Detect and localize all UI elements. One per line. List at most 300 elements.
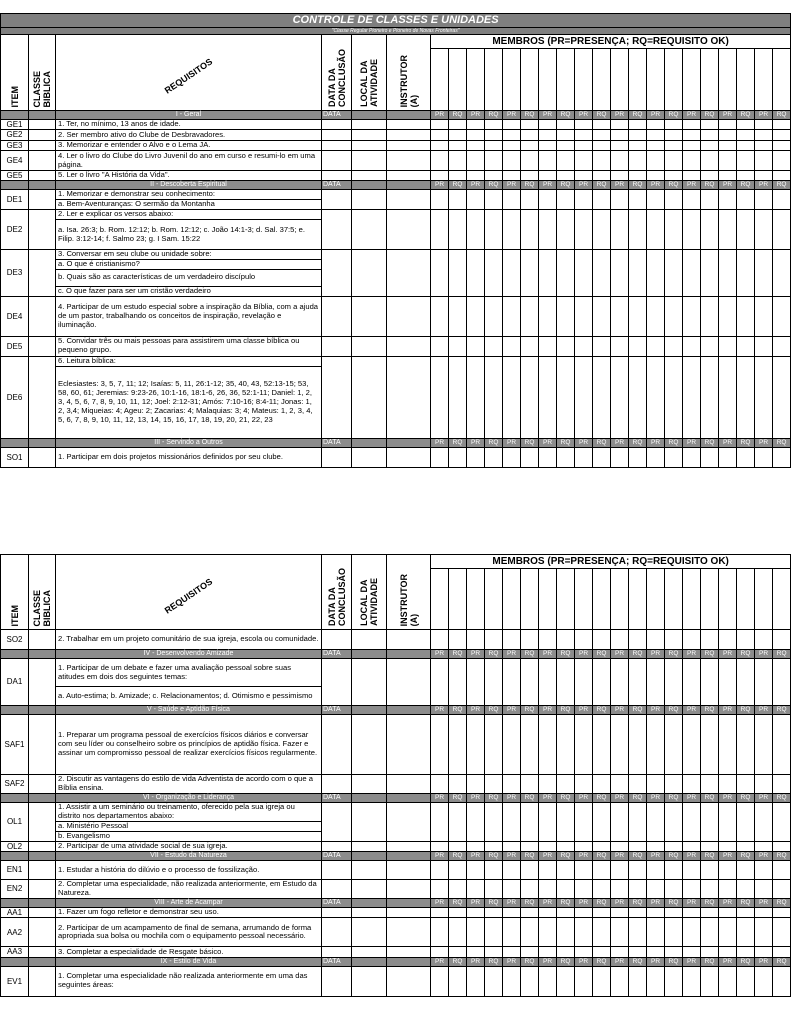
member-check-cell[interactable] [719,120,737,130]
member-check-cell[interactable] [593,210,611,250]
member-check-cell[interactable] [773,130,791,140]
member-check-cell[interactable] [449,947,467,957]
member-check-cell[interactable] [701,447,719,467]
member-check-cell[interactable] [647,210,665,250]
local-atividade-cell[interactable] [352,151,387,171]
member-check-cell[interactable] [575,210,593,250]
member-check-cell[interactable] [737,803,755,842]
member-check-cell[interactable] [449,250,467,297]
data-conclusao-cell[interactable] [322,356,352,438]
member-check-cell[interactable] [701,908,719,918]
member-check-cell[interactable] [737,140,755,150]
member-check-cell[interactable] [593,447,611,467]
classe-biblica-cell[interactable] [29,908,56,918]
member-check-cell[interactable] [431,250,449,297]
member-check-cell[interactable] [557,908,575,918]
member-check-cell[interactable] [701,120,719,130]
member-check-cell[interactable] [521,715,539,775]
member-check-cell[interactable] [431,908,449,918]
member-check-cell[interactable] [629,659,647,706]
member-check-cell[interactable] [755,841,773,851]
member-check-cell[interactable] [647,130,665,140]
member-check-cell[interactable] [683,356,701,438]
member-check-cell[interactable] [485,120,503,130]
member-check-cell[interactable] [503,908,521,918]
member-check-cell[interactable] [503,210,521,250]
member-check-cell[interactable] [557,841,575,851]
member-check-cell[interactable] [485,210,503,250]
member-check-cell[interactable] [557,130,575,140]
member-check-cell[interactable] [539,250,557,297]
member-check-cell[interactable] [737,880,755,899]
member-check-cell[interactable] [467,841,485,851]
member-check-cell[interactable] [665,120,683,130]
member-check-cell[interactable] [521,120,539,130]
data-conclusao-cell[interactable] [322,715,352,775]
member-check-cell[interactable] [593,171,611,181]
member-check-cell[interactable] [737,630,755,650]
member-check-cell[interactable] [593,861,611,880]
member-check-cell[interactable] [665,966,683,996]
member-check-cell[interactable] [611,120,629,130]
member-check-cell[interactable] [557,210,575,250]
member-check-cell[interactable] [557,356,575,438]
member-check-cell[interactable] [611,130,629,140]
member-check-cell[interactable] [629,841,647,851]
member-check-cell[interactable] [557,966,575,996]
classe-biblica-cell[interactable] [29,775,56,794]
member-check-cell[interactable] [755,120,773,130]
classe-biblica-cell[interactable] [29,140,56,150]
member-check-cell[interactable] [449,659,467,706]
member-check-cell[interactable] [737,356,755,438]
member-check-cell[interactable] [755,966,773,996]
member-check-cell[interactable] [485,171,503,181]
member-check-cell[interactable] [575,908,593,918]
member-check-cell[interactable] [539,140,557,150]
member-check-cell[interactable] [665,130,683,140]
classe-biblica-cell[interactable] [29,841,56,851]
member-check-cell[interactable] [719,803,737,842]
member-check-cell[interactable] [665,210,683,250]
member-check-cell[interactable] [449,120,467,130]
member-check-cell[interactable] [737,947,755,957]
member-check-cell[interactable] [755,630,773,650]
member-check-cell[interactable] [593,151,611,171]
member-check-cell[interactable] [773,841,791,851]
member-check-cell[interactable] [521,140,539,150]
classe-biblica-cell[interactable] [29,659,56,706]
member-check-cell[interactable] [755,659,773,706]
local-atividade-cell[interactable] [352,715,387,775]
member-check-cell[interactable] [719,841,737,851]
member-check-cell[interactable] [467,250,485,297]
member-check-cell[interactable] [539,715,557,775]
classe-biblica-cell[interactable] [29,947,56,957]
member-check-cell[interactable] [683,120,701,130]
data-conclusao-cell[interactable] [322,803,352,842]
instrutor-cell[interactable] [387,130,431,140]
member-check-cell[interactable] [701,210,719,250]
member-check-cell[interactable] [773,296,791,336]
instrutor-cell[interactable] [387,659,431,706]
member-check-cell[interactable] [665,861,683,880]
instrutor-cell[interactable] [387,447,431,467]
member-check-cell[interactable] [557,775,575,794]
member-check-cell[interactable] [737,918,755,947]
member-check-cell[interactable] [467,947,485,957]
member-check-cell[interactable] [521,918,539,947]
member-check-cell[interactable] [593,966,611,996]
member-check-cell[interactable] [773,171,791,181]
instrutor-cell[interactable] [387,966,431,996]
member-check-cell[interactable] [647,775,665,794]
member-check-cell[interactable] [503,140,521,150]
instrutor-cell[interactable] [387,356,431,438]
member-check-cell[interactable] [683,659,701,706]
member-check-cell[interactable] [719,775,737,794]
member-check-cell[interactable] [629,296,647,336]
member-check-cell[interactable] [575,296,593,336]
member-check-cell[interactable] [449,336,467,356]
member-check-cell[interactable] [449,908,467,918]
member-check-cell[interactable] [539,171,557,181]
member-check-cell[interactable] [575,250,593,297]
member-check-cell[interactable] [683,966,701,996]
member-check-cell[interactable] [665,447,683,467]
member-check-cell[interactable] [575,841,593,851]
classe-biblica-cell[interactable] [29,356,56,438]
member-check-cell[interactable] [485,841,503,851]
data-conclusao-cell[interactable] [322,190,352,210]
member-check-cell[interactable] [467,966,485,996]
member-check-cell[interactable] [503,171,521,181]
member-check-cell[interactable] [575,803,593,842]
member-check-cell[interactable] [611,918,629,947]
member-check-cell[interactable] [593,880,611,899]
member-check-cell[interactable] [431,841,449,851]
member-check-cell[interactable] [521,336,539,356]
member-check-cell[interactable] [665,151,683,171]
member-check-cell[interactable] [665,659,683,706]
local-atividade-cell[interactable] [352,210,387,250]
member-check-cell[interactable] [575,880,593,899]
member-check-cell[interactable] [503,190,521,210]
member-check-cell[interactable] [449,630,467,650]
member-check-cell[interactable] [485,140,503,150]
member-check-cell[interactable] [575,171,593,181]
member-check-cell[interactable] [485,908,503,918]
member-check-cell[interactable] [521,210,539,250]
member-check-cell[interactable] [467,356,485,438]
member-check-cell[interactable] [737,447,755,467]
member-check-cell[interactable] [665,336,683,356]
local-atividade-cell[interactable] [352,775,387,794]
member-check-cell[interactable] [503,775,521,794]
member-check-cell[interactable] [557,447,575,467]
member-check-cell[interactable] [737,296,755,336]
member-check-cell[interactable] [431,803,449,842]
member-check-cell[interactable] [665,715,683,775]
member-check-cell[interactable] [449,861,467,880]
member-check-cell[interactable] [449,803,467,842]
member-check-cell[interactable] [521,447,539,467]
instrutor-cell[interactable] [387,140,431,150]
local-atividade-cell[interactable] [352,140,387,150]
member-check-cell[interactable] [503,918,521,947]
member-check-cell[interactable] [737,210,755,250]
member-check-cell[interactable] [647,336,665,356]
member-check-cell[interactable] [701,775,719,794]
member-check-cell[interactable] [773,190,791,210]
member-check-cell[interactable] [647,908,665,918]
member-check-cell[interactable] [431,140,449,150]
member-check-cell[interactable] [557,250,575,297]
member-check-cell[interactable] [431,447,449,467]
data-conclusao-cell[interactable] [322,908,352,918]
member-check-cell[interactable] [485,966,503,996]
member-check-cell[interactable] [521,947,539,957]
member-check-cell[interactable] [629,447,647,467]
classe-biblica-cell[interactable] [29,296,56,336]
member-check-cell[interactable] [467,715,485,775]
member-check-cell[interactable] [503,447,521,467]
member-check-cell[interactable] [539,630,557,650]
member-check-cell[interactable] [737,775,755,794]
member-check-cell[interactable] [593,659,611,706]
member-check-cell[interactable] [683,918,701,947]
member-check-cell[interactable] [485,130,503,140]
member-check-cell[interactable] [449,715,467,775]
classe-biblica-cell[interactable] [29,171,56,181]
member-check-cell[interactable] [575,947,593,957]
member-check-cell[interactable] [575,715,593,775]
member-check-cell[interactable] [629,966,647,996]
member-check-cell[interactable] [611,841,629,851]
member-check-cell[interactable] [629,803,647,842]
member-check-cell[interactable] [683,296,701,336]
member-check-cell[interactable] [611,210,629,250]
member-check-cell[interactable] [701,803,719,842]
data-conclusao-cell[interactable] [322,171,352,181]
member-check-cell[interactable] [773,659,791,706]
member-check-cell[interactable] [467,908,485,918]
member-check-cell[interactable] [647,171,665,181]
member-check-cell[interactable] [539,210,557,250]
member-check-cell[interactable] [503,296,521,336]
data-conclusao-cell[interactable] [322,841,352,851]
member-check-cell[interactable] [647,841,665,851]
member-check-cell[interactable] [611,140,629,150]
member-check-cell[interactable] [593,190,611,210]
member-check-cell[interactable] [575,630,593,650]
member-check-cell[interactable] [701,947,719,957]
instrutor-cell[interactable] [387,630,431,650]
member-check-cell[interactable] [665,140,683,150]
member-check-cell[interactable] [503,861,521,880]
local-atividade-cell[interactable] [352,880,387,899]
member-check-cell[interactable] [701,861,719,880]
member-check-cell[interactable] [701,250,719,297]
local-atividade-cell[interactable] [352,447,387,467]
member-check-cell[interactable] [503,250,521,297]
member-check-cell[interactable] [521,630,539,650]
member-check-cell[interactable] [719,908,737,918]
member-check-cell[interactable] [431,861,449,880]
member-check-cell[interactable] [431,947,449,957]
member-check-cell[interactable] [683,130,701,140]
member-check-cell[interactable] [485,336,503,356]
member-check-cell[interactable] [719,151,737,171]
member-check-cell[interactable] [557,715,575,775]
member-check-cell[interactable] [503,120,521,130]
member-check-cell[interactable] [755,336,773,356]
member-check-cell[interactable] [773,715,791,775]
local-atividade-cell[interactable] [352,803,387,842]
member-check-cell[interactable] [503,659,521,706]
member-check-cell[interactable] [521,861,539,880]
member-check-cell[interactable] [431,775,449,794]
member-check-cell[interactable] [431,715,449,775]
member-check-cell[interactable] [665,908,683,918]
member-check-cell[interactable] [683,140,701,150]
member-check-cell[interactable] [773,803,791,842]
member-check-cell[interactable] [773,250,791,297]
member-check-cell[interactable] [683,841,701,851]
instrutor-cell[interactable] [387,947,431,957]
member-check-cell[interactable] [629,918,647,947]
member-check-cell[interactable] [611,908,629,918]
member-check-cell[interactable] [647,250,665,297]
member-check-cell[interactable] [719,659,737,706]
data-conclusao-cell[interactable] [322,918,352,947]
member-check-cell[interactable] [449,210,467,250]
member-check-cell[interactable] [773,966,791,996]
member-check-cell[interactable] [773,861,791,880]
instrutor-cell[interactable] [387,803,431,842]
member-check-cell[interactable] [611,151,629,171]
member-check-cell[interactable] [467,447,485,467]
member-check-cell[interactable] [719,861,737,880]
member-check-cell[interactable] [611,171,629,181]
member-check-cell[interactable] [683,171,701,181]
member-check-cell[interactable] [737,861,755,880]
member-check-cell[interactable] [611,775,629,794]
member-check-cell[interactable] [575,447,593,467]
member-check-cell[interactable] [539,918,557,947]
local-atividade-cell[interactable] [352,841,387,851]
member-check-cell[interactable] [647,630,665,650]
member-check-cell[interactable] [431,151,449,171]
member-check-cell[interactable] [701,715,719,775]
member-check-cell[interactable] [665,356,683,438]
member-check-cell[interactable] [431,190,449,210]
member-check-cell[interactable] [701,356,719,438]
member-check-cell[interactable] [737,250,755,297]
member-check-cell[interactable] [557,880,575,899]
member-check-cell[interactable] [683,190,701,210]
member-check-cell[interactable] [737,841,755,851]
member-check-cell[interactable] [521,250,539,297]
member-check-cell[interactable] [719,296,737,336]
member-check-cell[interactable] [503,130,521,140]
member-check-cell[interactable] [503,356,521,438]
member-check-cell[interactable] [683,210,701,250]
member-check-cell[interactable] [539,880,557,899]
member-check-cell[interactable] [701,171,719,181]
member-check-cell[interactable] [629,190,647,210]
classe-biblica-cell[interactable] [29,190,56,210]
member-check-cell[interactable] [611,715,629,775]
member-check-cell[interactable] [755,447,773,467]
member-check-cell[interactable] [647,715,665,775]
member-check-cell[interactable] [611,447,629,467]
member-check-cell[interactable] [773,336,791,356]
member-check-cell[interactable] [557,630,575,650]
member-check-cell[interactable] [449,151,467,171]
member-check-cell[interactable] [755,140,773,150]
local-atividade-cell[interactable] [352,336,387,356]
member-check-cell[interactable] [467,296,485,336]
member-check-cell[interactable] [629,151,647,171]
member-check-cell[interactable] [521,803,539,842]
member-check-cell[interactable] [485,715,503,775]
member-check-cell[interactable] [485,630,503,650]
member-check-cell[interactable] [503,841,521,851]
member-check-cell[interactable] [755,775,773,794]
member-check-cell[interactable] [629,140,647,150]
member-check-cell[interactable] [737,715,755,775]
member-check-cell[interactable] [593,775,611,794]
member-check-cell[interactable] [755,130,773,140]
member-check-cell[interactable] [629,210,647,250]
classe-biblica-cell[interactable] [29,715,56,775]
member-check-cell[interactable] [611,190,629,210]
member-check-cell[interactable] [449,140,467,150]
member-check-cell[interactable] [611,861,629,880]
member-check-cell[interactable] [719,336,737,356]
member-check-cell[interactable] [557,659,575,706]
member-check-cell[interactable] [755,151,773,171]
member-check-cell[interactable] [737,120,755,130]
member-check-cell[interactable] [647,880,665,899]
member-check-cell[interactable] [755,947,773,957]
instrutor-cell[interactable] [387,715,431,775]
member-check-cell[interactable] [755,210,773,250]
instrutor-cell[interactable] [387,171,431,181]
member-check-cell[interactable] [449,880,467,899]
member-check-cell[interactable] [683,151,701,171]
member-check-cell[interactable] [449,966,467,996]
member-check-cell[interactable] [521,775,539,794]
member-check-cell[interactable] [431,120,449,130]
member-check-cell[interactable] [431,659,449,706]
member-check-cell[interactable] [539,356,557,438]
member-check-cell[interactable] [539,190,557,210]
member-check-cell[interactable] [485,803,503,842]
member-check-cell[interactable] [593,120,611,130]
classe-biblica-cell[interactable] [29,250,56,297]
member-check-cell[interactable] [701,190,719,210]
member-check-cell[interactable] [503,966,521,996]
instrutor-cell[interactable] [387,151,431,171]
member-check-cell[interactable] [557,918,575,947]
data-conclusao-cell[interactable] [322,775,352,794]
instrutor-cell[interactable] [387,918,431,947]
member-check-cell[interactable] [593,715,611,775]
member-check-cell[interactable] [539,947,557,957]
member-check-cell[interactable] [719,140,737,150]
